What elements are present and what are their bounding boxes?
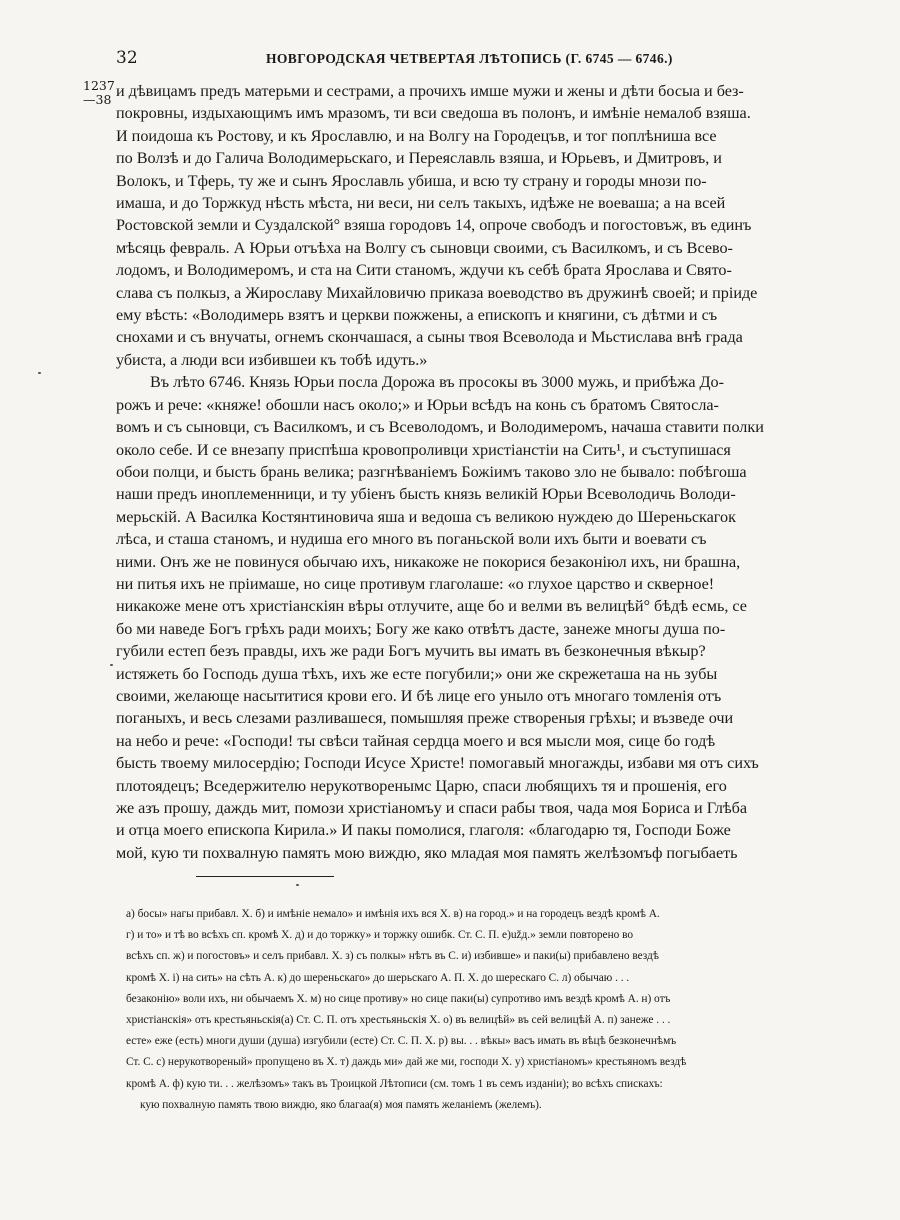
text-line: мерьскій. А Василка Костянтиновича яша и ведоша съ великою нуждею до Шереньскагок xyxy=(116,507,736,526)
text-line: обои полци, и бысть брань велика; разгнѣваніемъ Божіимъ таково зло не бывало: побѣгоша xyxy=(116,462,747,481)
text-line: плотоядецъ; Вседержителю нерукотворенымс Царю, спаси любящихъ тя и прошенія, его xyxy=(116,776,727,795)
footnote-line: безаконію» воли ихъ, ни обычаемъ Х. м) но сице противу» но сице паки(ы) супротиво имъ вездѣ кромѣ А. н) отъ xyxy=(126,992,671,1005)
page-header xyxy=(116,48,806,72)
text-line: покровны, издыхающимъ имъ мразомъ, ти вси сведоша въ полонъ, и имѣніе немалоб взяша. xyxy=(116,104,751,123)
footnote-line: кромѣ Х. і) на сить» на сѣть А. к) до шереньскаго» до шерьскаго А. П. Х. до шерескаго С. л) обычаю . . . xyxy=(126,971,630,984)
text-line: своими, желающе насытитися крови его. И бѣ лице его унылo отъ многаго томленія отъ xyxy=(116,686,722,705)
text-line: убиста, а люди вси избившеи къ тобѣ идуть.» xyxy=(116,350,428,369)
footnotes xyxy=(126,904,894,1116)
text-line: Волокъ, и Тферь, ту же и сынъ Ярославль убиша, и всю ту страну и городы мнози по- xyxy=(116,171,707,190)
footnote-line: кромѣ А. ф) кую ти. . . желѣзомъ» такъ въ Троицкой Лѣтописи (см. томъ 1 въ семъ изданіи); во всѣхъ спискахъ: xyxy=(126,1077,663,1090)
text-line: бо ми наведе Богъ грѣхъ ради моихъ; Богу же како отвѣтъ дасте, занеже многы душа по- xyxy=(116,619,726,638)
margin-year: 1237 xyxy=(83,78,115,93)
text-line: И поидоша къ Ростову, и къ Ярославлю, и на Волгу на Городецъв, и тог поплѣниша все xyxy=(116,126,717,145)
text-line: бысть твоему милосердію; Господи Исусе Христе! помогавый многажды, избави мя отъ сихъ xyxy=(116,754,759,773)
footnote-separator xyxy=(196,876,334,877)
text-line: истяжеть бо Господь душа тѣхъ, ихъ же есте погубили;» они же скрежеташа на нь зубы xyxy=(116,664,718,683)
text-line: Ростовской земли и Суздалской° взяша городовъ 14, опроче свободъ и погостовъж, въ единъ xyxy=(116,216,752,235)
text-line: и дѣвицамъ предъ матерьми и сестрами, а прочихъ имше мужи и жены и дѣти босыа и без- xyxy=(116,82,744,100)
text-line: по Волзѣ и до Галича Володимерьскаго, и Переяславль взяша, и Юрьевъ, и Дмитровъ, и xyxy=(116,149,722,168)
text-line: губили естеп безъ правды, ихъ же ради Богъ мучить вы имать въ безконечныя вѣкыр? xyxy=(116,642,706,661)
text-line: слава съ полкыз, а Жирославу Михайловичю приказа воеводство въ дружинѣ своей; и пріиде xyxy=(116,283,758,302)
text-line: снохами и съ внучаты, огнемъ скончашася, а сыны твоя Всеволода и Мьстислава внѣ града xyxy=(116,328,743,347)
paper-speck xyxy=(296,884,299,886)
text-line: около себе. И се внезапу приспѣша кровопроливци христіанстіи на Сить¹, и съступишася xyxy=(116,440,731,459)
text-line: ему вѣсть: «Володимерь взятъ и церкви пожжены, а епископъ и княгини, съ дѣтми и съ xyxy=(116,306,718,325)
text-line: вомъ и съ сыновци, съ Василкомъ, и съ Всеволодомъ, и Володимеромъ, начаша ставити полки xyxy=(116,418,764,437)
text-line: имаша, и до Торжкуд нѣсть мѣста, ни веси, ни селъ такыхъ, идѣже не воеваша; а на всей xyxy=(116,194,726,213)
text-line: и отца моего епископа Кирила.» И пакы помолися, глаголя: «благодарю тя, Господи Боже xyxy=(116,821,731,840)
margin-year-range: —38 xyxy=(83,92,112,107)
text-line: мѣсяць февраль. А Юрьи отъѣха на Волгу съ сыновци своими, съ Василкомъ, и съ Всево- xyxy=(116,238,733,257)
text-line: никакоже мене отъ христіанскіян вѣры отлучите, аще бо и велми въ велицѣй° бѣдѣ есмь, се xyxy=(116,597,747,616)
text-line: лодомъ, и Володимеромъ, и ста на Сити станомъ, ждучи къ себѣ брата Ярослава и Свято- xyxy=(116,261,732,280)
text-line: рожъ и рече: «княже! обошли насъ около;» и Юрьи всѣдъ на конь съ братомъ Святосла- xyxy=(116,395,719,414)
text-line: поганыхъ, и весь слезами разливашеся, помышляя преже створеныя грѣхы; и възведе очи xyxy=(116,709,734,728)
text-line: ни питья ихъ не пріимаше, но сице противум глаголаше: «о глухое царство и скверное! xyxy=(116,574,715,593)
paper-speck xyxy=(110,664,113,666)
footnote-line: а) босы» нагы прибавл. Х. б) и имѣніе немало» и имѣнія ихъ вся Х. в) на город.» и на городецъ вездѣ кромѣ А. xyxy=(126,908,660,920)
footnote-line: есте» еже (есть) многи души (душа) изгубили (есте) Ст. С. П. Х. р) вы. . . вѣкы» васъ имать въ вѣцѣ безконечнѣмъ xyxy=(126,1035,677,1048)
text-line: наши предъ иноплеменници, и ту убіенъ бысть князь великій Юрьи Всеволодичь Володи- xyxy=(116,485,736,504)
text-line: же азъ прошу, даждь мит, помози христіаномъу и спаси рабы твоя, чада моя Бориса и Глѣба xyxy=(116,799,748,817)
text-line: на небо и рече: «Господи! ты свѣси тайная сердца моего и вся мысли моя, сице бо годѣ xyxy=(116,731,716,750)
footnote-line: г) и то» и тѣ во всѣхъ сп. кромѣ Х. д) и до торжку» и торжку ошибк. Ст. С. П. е)užд.» земли повторено во xyxy=(126,929,634,942)
text-line: мой, кую ти похвалную память мою виждю, яко младая моя память желѣзомъф погыбаеть xyxy=(116,843,738,862)
margin-year-note xyxy=(83,79,115,107)
text-line: ними. Онъ же не повинуся обычаю ихъ, никакоже не покорися безаконіюл ихъ, ни брашна, xyxy=(116,552,741,571)
footnote-line: кую похвалную память твою виждю, яко благаа(я) моя память желаніемъ (желемъ). xyxy=(140,1098,542,1111)
chronicle-text xyxy=(116,80,892,864)
footnote-line: Ст. С. с) нерукотвореный» пропущено въ Х. т) даждь ми» дай же ми, господи Х. у) христіаномъ» крестьяномъ вездѣ xyxy=(126,1056,687,1069)
paper-speck xyxy=(38,372,41,374)
text-line: лѣса, и сташа станомъ, и нудиша его много въ поганьской воли ихъ быти и воевати съ xyxy=(116,530,707,549)
text-line: Въ лѣто 6746. Князь Юрьи посла Дорожа въ просокы въ 3000 мужь, и прибѣжа До- xyxy=(150,373,724,392)
running-title: НОВГОРОДСКАЯ ЧЕТВЕРТАЯ ЛѢТОПИСЬ (Г. 6745 — 6746.) xyxy=(266,51,673,66)
page-number: 32 xyxy=(116,48,138,68)
footnote-line: всѣхъ сп. ж) и погостовъ» и селъ прибавл. Х. з) съ полкы» нѣтъ въ С. и) избивше» и паки(ы) прибавлено вездѣ xyxy=(126,950,659,963)
footnote-line: христіанскія» отъ крестьяньскія(а) Ст. С. П. отъ хрестьяньскія Х. о) въ велицѣй» въ сей велицѣй А. п) занеже . . . xyxy=(126,1014,671,1027)
